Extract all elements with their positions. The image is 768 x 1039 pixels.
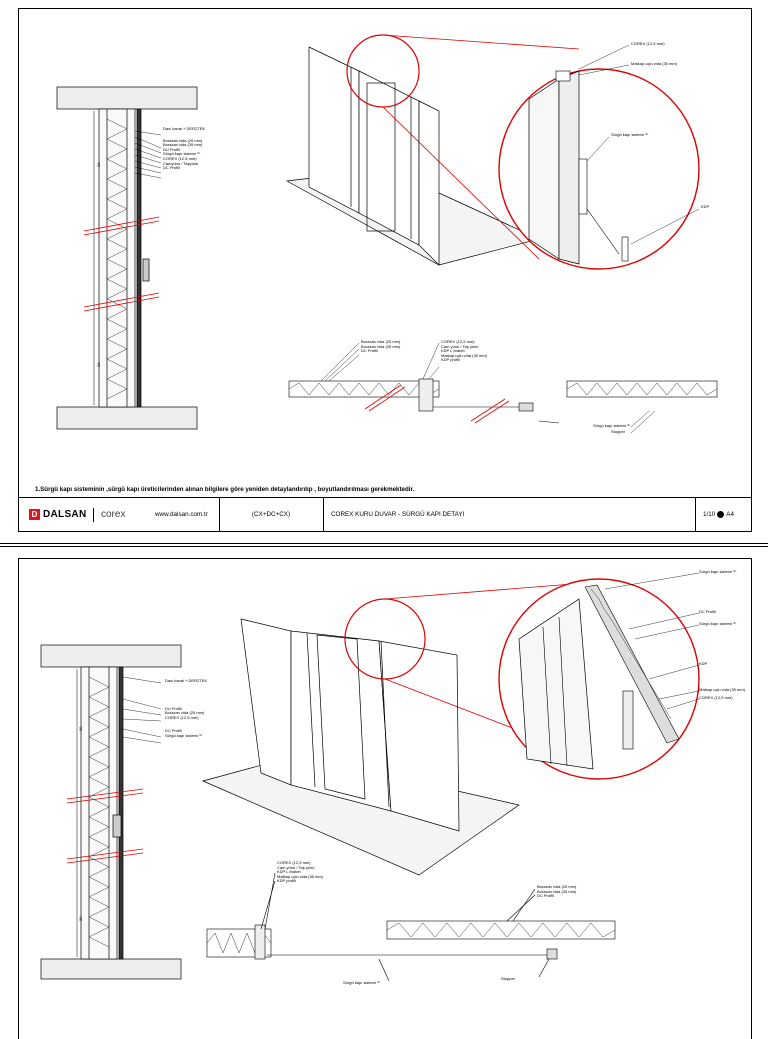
plan-labels-mid: [441, 340, 487, 363]
section-label: COREX (12.5 mm): [163, 155, 197, 161]
paper-size: A4: [726, 511, 734, 518]
section-label: Sürgü kapı sistemi ⁽¹⁾: [165, 732, 203, 738]
plan-label: KDP profili: [277, 878, 296, 884]
callout-label: Sürgü kapı sistemi ⁽¹⁾: [699, 621, 737, 626]
dalsan-logo-icon: D: [29, 509, 40, 520]
page-number: 1/10: [703, 511, 716, 518]
plan-label: Borazan vida (25 mm): [537, 884, 577, 889]
callout-label: DC Profili: [699, 609, 716, 614]
plan-label: Stopper: [501, 976, 516, 981]
sheet2-section-view: [41, 645, 181, 979]
sheet2-drawing: [19, 559, 751, 1029]
sub-brand: [101, 498, 151, 531]
sheet2-section-labels: [165, 679, 207, 739]
sub-brand-name: corex: [101, 509, 126, 520]
callout-label: KDP: [701, 204, 710, 209]
plan-label: Matkap uçlu vida (35 mm): [277, 873, 324, 879]
section-label: Camyünü / Taşyünü: [163, 160, 199, 166]
sheet1-drawing: [19, 9, 751, 531]
plan-label: KDP L braket: [277, 869, 301, 875]
drawing-title: COREX KURU DUVAR - SÜRGÜ KAPI DETAYI: [331, 511, 465, 518]
dimension-label: 20: [78, 726, 83, 731]
callout-label: Matkap uçlu vida (35 mm): [631, 61, 678, 66]
plan-labels-left: [361, 340, 400, 354]
sheet1-detail-callout: [499, 45, 699, 269]
callout-label: COREX (12,5 mm): [699, 695, 733, 700]
plan-label: COREX (12,5 mm): [441, 339, 475, 344]
brand-name: DALSAN: [43, 509, 87, 520]
drawing-sheet-1: [18, 8, 752, 532]
plan-labels-right: [537, 885, 576, 899]
footnote: 1.Sürgü kapı sisteminin ,sürgü kapı üreticilerinden alınan bilgilere göre yeniden detaylandırılıp , boyutlandırılması gerekmektedir.: [35, 486, 415, 493]
sheet-separator: [0, 543, 768, 544]
paper-size-icon: [717, 511, 724, 518]
sheet2-isometric-wall: [203, 619, 519, 875]
plan-label: DC Profili: [361, 348, 378, 354]
dimension-label: 20: [78, 916, 83, 921]
plan-label: KDP L braket: [441, 348, 465, 354]
sheet1-plan-view: [289, 379, 717, 423]
callout-label: Sürgü kapı sistemi ⁽¹⁾: [699, 569, 737, 574]
plan-label: KDP profili: [441, 357, 460, 363]
section-label: Borazan vida (25 mm): [163, 137, 203, 143]
title-block: [19, 497, 751, 531]
dimension-label: 20: [96, 162, 101, 167]
callout-label: Matkap uçlu vida (35 mm): [699, 687, 746, 692]
plan-label: Stopper: [611, 429, 626, 434]
sheet2-detail-callout: [499, 573, 699, 779]
plan-label: Cam yünü / Taş yünü: [441, 343, 479, 349]
plan-label: Sürgü kapı sistemi ⁽¹⁾: [593, 423, 631, 428]
dimension-label: 20: [96, 362, 101, 367]
section-label: Borazan vida (25 mm): [165, 710, 205, 716]
section-label: COREX (12,5 mm): [165, 714, 199, 720]
brand-logo: [29, 498, 91, 531]
plan-label: Cam yünü / Taş yünü: [277, 864, 315, 870]
plan-label: Borazan vida (35 mm): [537, 888, 577, 894]
plan-label: COREX (12,5 mm): [277, 860, 311, 865]
plan-labels-left: [277, 861, 323, 884]
page-info: [703, 498, 749, 531]
callout-label: COREX (12,5 mm): [631, 41, 665, 46]
section-label: Sürgü kapı sistemi ⁽¹⁾: [163, 151, 201, 157]
callout-label: KDP: [699, 661, 708, 666]
plan-label: DC Profili: [537, 893, 554, 899]
section-label: Dacı kanal + DERZTEK: [165, 678, 208, 683]
section-label: Borazan vida (35 mm): [163, 142, 203, 148]
plan-label: Borazan vida (25 mm): [361, 339, 401, 344]
callout-label: Sürgü kapı sistemi ⁽¹⁾: [611, 132, 649, 137]
section-label: DU Profili: [163, 146, 180, 152]
section-label: DC Profili: [163, 165, 180, 171]
plan-label: Sürgü kapı sistemi ⁽¹⁾: [343, 980, 381, 985]
sheet-separator: [0, 546, 768, 547]
section-label: DU Profili: [165, 705, 182, 711]
drawing-sheet-2: [18, 558, 752, 1039]
section-label: Dacı kanal + DERZTEK: [163, 126, 206, 131]
plan-label: Borazan vida (35 mm): [361, 343, 401, 349]
sheet1-section-labels: [163, 127, 205, 171]
system-code: (CX+DC+CX): [251, 511, 291, 518]
website: www.dalsan.com.tr: [155, 511, 208, 518]
section-label: DC Profili: [165, 728, 182, 734]
plan-label: Matkap uçlu vida (35 mm): [441, 352, 488, 358]
